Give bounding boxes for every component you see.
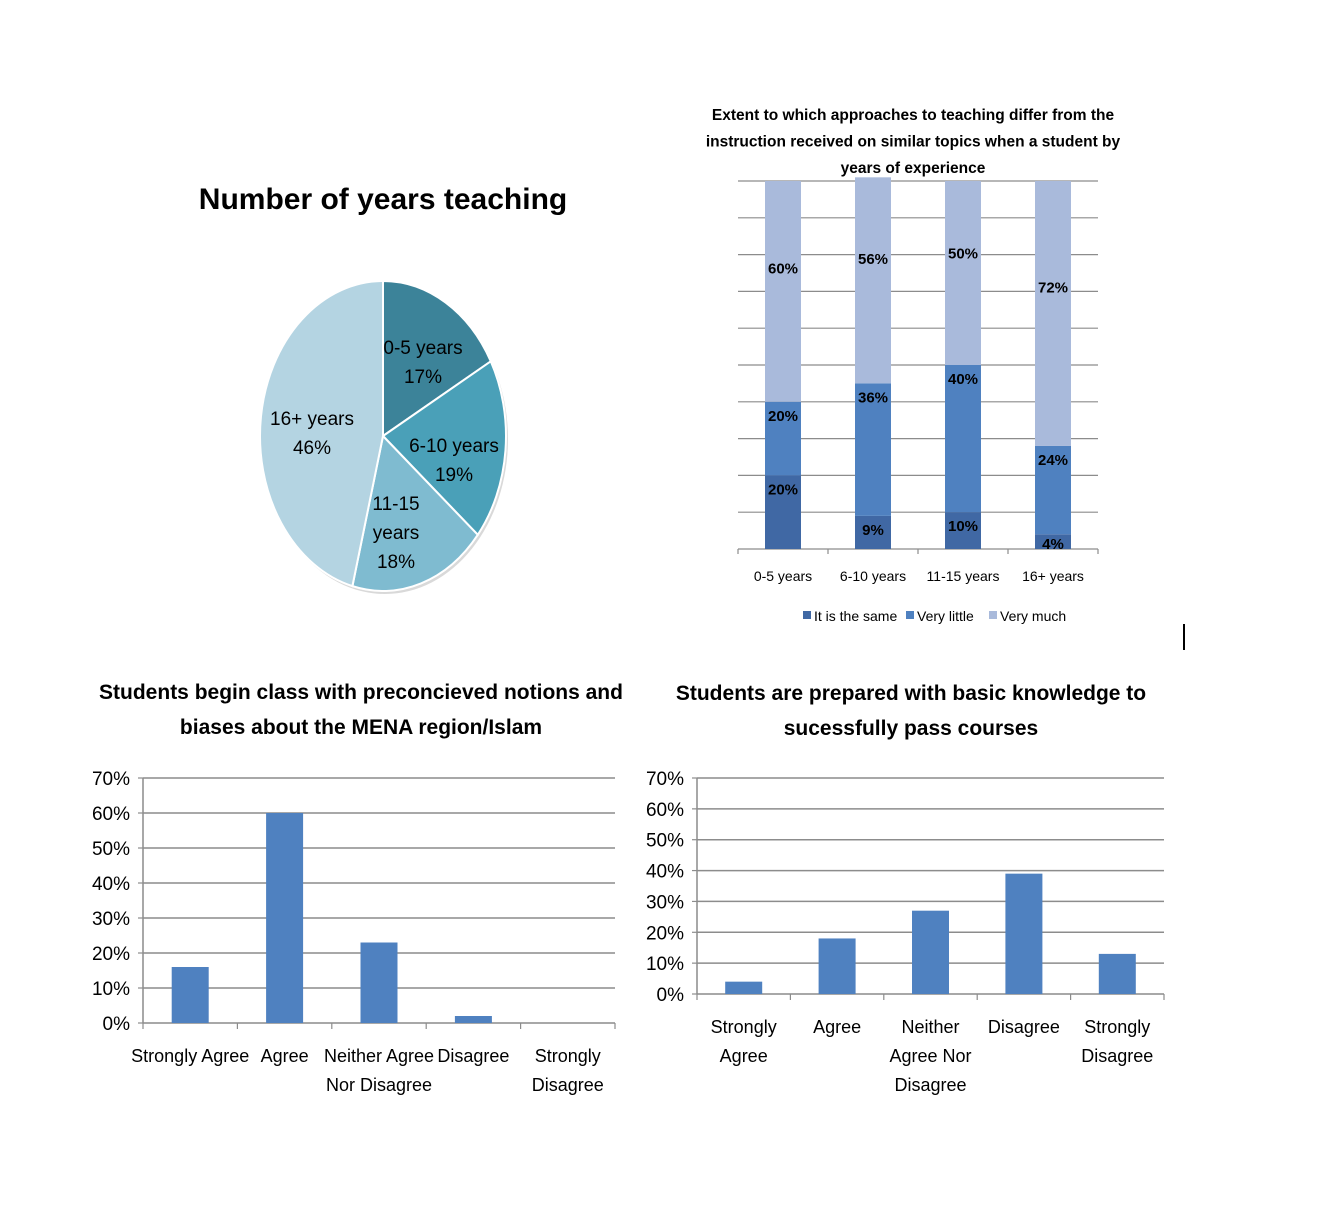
category-label-line: Agree: [813, 1017, 862, 1037]
preconceived-chart-bar-agree: [266, 813, 303, 1023]
stacked-bar-very-much-0-5-years: [765, 181, 801, 402]
preconceived-chart-y-tick-label: 20%: [91, 944, 130, 965]
preconceived-chart-y-tick-label: 0%: [102, 1014, 130, 1035]
stacked-data-label: 4%: [1042, 536, 1064, 553]
stacked-data-label: 36%: [857, 389, 889, 407]
stacked-bar-very-much-6-10-years: [855, 177, 891, 383]
category-label-line: Disagree: [987, 1017, 1060, 1037]
preconceived-chart-y-tick-label: 10%: [91, 979, 130, 1000]
category-label-line: Disagree: [1081, 1046, 1154, 1066]
knowledge-chart-y-tick-label: 50%: [645, 830, 684, 852]
knowledge-chart-bar-disagree: [1005, 874, 1042, 994]
preconceived-chart-bar-disagree: [455, 1016, 492, 1023]
knowledge-chart-title-line: Students are prepared with basic knowledge to: [675, 682, 1147, 705]
knowledge-chart-category-label: [711, 1017, 777, 1066]
preconceived-chart-y-tick-label: 50%: [91, 839, 130, 860]
stacked-data-label: 20%: [767, 407, 799, 425]
knowledge-chart-bar-strongly-agree: [725, 982, 762, 994]
knowledge-chart-y-tick-label: 30%: [645, 892, 684, 914]
preconceived-chart-y-tick-label: 60%: [91, 804, 130, 825]
knowledge-chart-category-label: [988, 1017, 1060, 1037]
knowledge-chart-y-tick-label: 40%: [645, 861, 684, 883]
preconceived-chart-title-line: biases about the MENA region/Islam: [179, 716, 543, 739]
knowledge-chart-bar-strongly-disagree: [1099, 954, 1136, 994]
category-label-line: Strongly Agree: [131, 1046, 250, 1066]
pie-label-11-15-years: [372, 494, 419, 573]
bar-chart-preconceived-notions: [92, 681, 623, 1095]
category-label-line: Neither: [901, 1017, 960, 1037]
stacked-bar-very-much-11-15-years: [945, 181, 981, 365]
stacked-data-label: 24%: [1037, 451, 1069, 469]
stacked-data-label: 10%: [947, 518, 979, 536]
stacked-x-tick-label: 0-5 years: [753, 568, 813, 584]
knowledge-chart-category-label: [1081, 1017, 1153, 1066]
preconceived-chart-bar-neither-agree-nor-disagree: [361, 943, 398, 1024]
pie-label-line: years: [372, 523, 420, 544]
stacked-data-label: 56%: [857, 250, 889, 268]
stacked-data-label: 20%: [767, 481, 799, 499]
stacked-chart-title-line: Extent to which approaches to teaching differ from the: [711, 107, 1115, 124]
legend-label-very-much: Very much: [1000, 608, 1067, 624]
pie-title: Number of years teaching: [198, 183, 568, 216]
category-label-line: Nor Disagree: [325, 1075, 433, 1095]
stacked-data-label: 40%: [947, 371, 979, 388]
knowledge-chart-bar-neither-agree-nor-disagree: [912, 911, 949, 994]
category-label-line: Agree Nor: [889, 1046, 972, 1066]
pie-label-line: 17%: [403, 367, 443, 388]
preconceived-chart-bar-strongly-agree: [172, 967, 209, 1023]
knowledge-chart-y-tick-label: 70%: [645, 769, 684, 790]
stacked-chart-title-line: instruction received on similar topics when a student by: [705, 133, 1121, 151]
text-cursor-icon: [1183, 624, 1185, 650]
stacked-data-label: 60%: [767, 260, 799, 278]
legend-swatch-very-little: [906, 611, 914, 619]
knowledge-chart-y-tick-label: 20%: [645, 923, 684, 945]
preconceived-chart-category-label: [261, 1046, 309, 1066]
stacked-data-label: 72%: [1037, 279, 1069, 297]
pie-label-line: 6-10 years: [409, 436, 499, 457]
category-label-line: Disagree: [894, 1075, 967, 1095]
category-label-line: Agree: [719, 1046, 768, 1066]
pie-chart-years-teaching: [199, 183, 567, 594]
pie-label-line: 11-15: [372, 494, 420, 515]
preconceived-chart-y-tick-label: 70%: [91, 769, 130, 790]
stacked-data-label: 9%: [862, 521, 884, 539]
knowledge-chart-title-line: sucessfully pass courses: [783, 717, 1039, 740]
preconceived-chart-category-label: [437, 1046, 509, 1066]
pie-label-line: 18%: [376, 552, 416, 573]
category-label-line: Strongly: [710, 1017, 777, 1037]
preconceived-chart-y-tick-label: 30%: [91, 909, 130, 930]
legend-swatch-very-much: [989, 611, 997, 619]
bar-chart-basic-knowledge: [646, 682, 1164, 1095]
stacked-bar-very-much-16-years: [1035, 181, 1071, 446]
category-label-line: Neither Agree: [323, 1046, 435, 1066]
stacked-x-tick-label: 6-10 years: [839, 568, 907, 584]
knowledge-chart-y-tick-label: 10%: [645, 954, 684, 976]
pie-label-line: 19%: [434, 465, 474, 486]
knowledge-chart-bar-agree: [819, 938, 856, 994]
pie-label-line: 0-5 years: [383, 338, 463, 359]
category-label-line: Strongly: [534, 1046, 601, 1066]
knowledge-chart-category-label: [813, 1017, 861, 1037]
stacked-x-tick-label: 16+ years: [1022, 568, 1084, 584]
stacked-x-tick-label: 11-15 years: [926, 568, 1000, 584]
knowledge-chart-y-tick-label: 60%: [645, 799, 684, 821]
stacked-chart-title-line: years of experience: [840, 160, 986, 177]
category-label-line: Disagree: [531, 1075, 604, 1095]
category-label-line: Disagree: [437, 1046, 510, 1066]
preconceived-chart-title-line: Students begin class with preconcieved notions and: [99, 681, 623, 704]
knowledge-chart-category-label: [889, 1017, 971, 1095]
legend-label-it-is-the-same: It is the same: [814, 608, 898, 624]
preconceived-chart-category-label: [532, 1046, 604, 1095]
pie-label-line: 16+ years: [270, 409, 354, 430]
category-label-line: Agree: [260, 1046, 309, 1066]
pie-label-line: 46%: [292, 438, 332, 459]
preconceived-chart-y-tick-label: 40%: [91, 874, 130, 895]
legend-label-very-little: Very little: [917, 608, 974, 624]
knowledge-chart-y-tick-label: 0%: [656, 985, 684, 1006]
legend-swatch-it-is-the-same: [803, 611, 811, 619]
preconceived-chart-category-label: [131, 1046, 249, 1066]
stacked-bar-chart-teaching-approaches: [706, 107, 1121, 624]
stacked-data-label: 50%: [947, 245, 979, 263]
preconceived-chart-category-label: [324, 1046, 434, 1095]
category-label-line: Strongly: [1084, 1017, 1151, 1037]
